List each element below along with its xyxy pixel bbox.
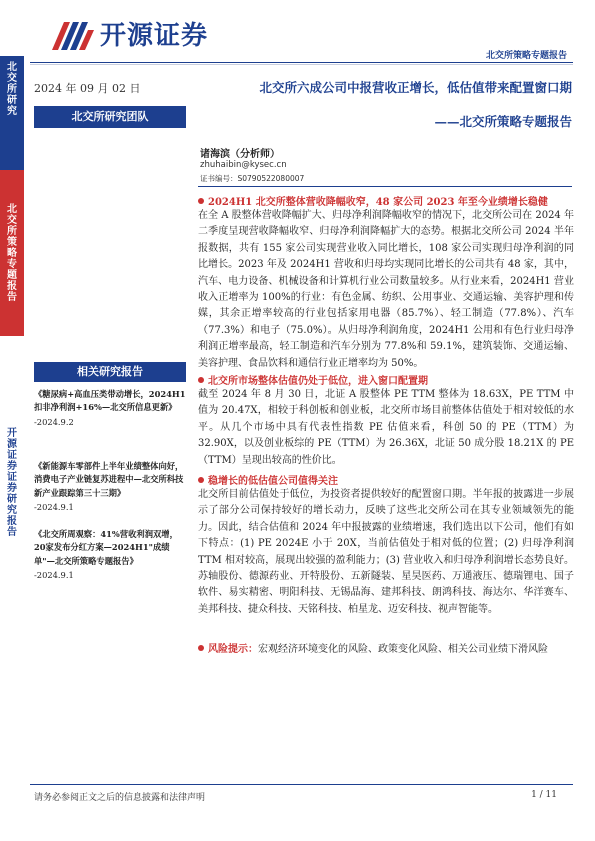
brand-logo-icon bbox=[50, 20, 96, 52]
related-reports-heading: 相关研究报告 bbox=[34, 362, 186, 382]
side-strip-red bbox=[0, 170, 24, 336]
report-title: 北交所六成公司中报营收正增长，低估值带来配置窗口期 bbox=[259, 80, 572, 95]
related-report-item[interactable] bbox=[34, 460, 189, 515]
section-heading: 北交所市场整体估值仍处于低位，进入窗口配置期 bbox=[198, 372, 574, 387]
section-body: 截至 2024 年 8 月 30 日，北证 A 股整体 PE TTM 整体为 18.63X，PE TTM 中值为 20.47X，相较于科创板和创业板，北交所市场目前整体估值处于相对较低的水平。从几个市场中具有代表性指数 PE 估值来看，科创 50 的 PE（TTM）为 32.90X，以及创业板综的 PE（TTM）为 26.36X，北证 50 成分股 18.21X 的 PE（TTM）呈现出较高的性价比。 bbox=[198, 389, 574, 466]
footer-disclaimer: 请务必参阅正文之后的信息披露和法律声明 bbox=[34, 793, 206, 803]
related-report-title[interactable]: 《糖尿病+高血压类带动增长，2024H1扣非净利润+16%—北交所信息更新》 bbox=[34, 389, 186, 413]
footer-divider bbox=[30, 784, 573, 785]
bullet-icon bbox=[198, 198, 204, 204]
side-strip-top bbox=[0, 56, 24, 170]
related-report-date: -2024.9.2 bbox=[34, 416, 74, 427]
author-divider bbox=[198, 186, 572, 187]
header-divider bbox=[30, 62, 573, 63]
related-report-item[interactable] bbox=[34, 528, 189, 583]
related-report-date: -2024.9.1 bbox=[34, 570, 74, 581]
bullet-icon bbox=[198, 377, 204, 383]
risk-warning: 风险提示：宏观经济环境变化的风险、政策变化风险、相关公司业绩下滑风险 bbox=[198, 640, 574, 655]
related-report-title[interactable]: 《北交所周观察：41%营收利润双增，20家发布分红方案—2024H1"成绩单"—北交所策略专题报告》 bbox=[34, 529, 178, 566]
side-label-bottom: 开源证券 证券研究报告 bbox=[7, 428, 17, 538]
author-name: 诸海滨（分析师） bbox=[200, 149, 280, 160]
related-report-date: -2024.9.1 bbox=[34, 502, 74, 513]
section-heading: 2024H1 北交所整体营收降幅收窄，48 家公司 2023 年至今业绩增长稳健 bbox=[198, 193, 574, 208]
author-cert: 证书编号：S0790522080007 bbox=[200, 174, 305, 183]
section-body: 北交所目前估值处于低位，为投资者提供较好的配置窗口期。半年报的披露进一步展示了部分公司保持较好的增长动力，反映了这些北交所公司在其专业领域领先的能力。因此，结合估值和 2024 年中报披露的业绩增速，我们选出以下公司，他们有如下特点：(1) PE 2024E 小于 20X，当前估值处于相对低的位置；(2) 归母净利润 TTM 相对较高，展现出较强的盈利能力；(3) 营业收入和归母净利润增长态势良好。苏轴股份、德源药业、开特股份、五新隧装、星昊医药、万通液压、德瑞锂电、国子软件、易实精密、明阳科技、无锡晶海、建邦科技、朗鸿科技、海达尔、华洋赛车、美邦科技、捷众科技、天铭科技、柏星龙、迈安科技、视声智能等。 bbox=[198, 489, 574, 615]
side-strip-bottom bbox=[0, 400, 24, 600]
related-report-title[interactable]: 《新能源车零部件上半年业绩整体向好，消费电子产业链复苏进程中—北交所科技新产业跟踪第三十三期》 bbox=[34, 461, 184, 498]
report-date: 2024 年 09 月 02 日 bbox=[34, 82, 141, 95]
report-subtitle: ——北交所策略专题报告 bbox=[434, 114, 572, 129]
section-body: 在全 A 股整体营收降幅扩大、归母净利润降幅收窄的情况下，北交所公司在 2024 年二季度呈现营收降幅收窄、归母净利润降幅扩大的态势。根据北交所公司 2024 半年报数据，共有 155 家公司实现营业收入同比增长，108 家公司实现归母净利润的同比增长。2023 年及 2024H1 营收和归母均实现同比增长的公司共有 48 家，其中，汽车、电力设备、机械设备和计算机行业公司数量较多。从行业来看，2024H1 营业收入正增率为 100%的行业：有色金属、纺织、公用事业、交通运输、美容护理和传媒，其余正增率较高的行业包括家用电器（85.7%）、轻工制造（77.8%）、汽车（77.3%）和电子（75.0%）。从归母净利润角度，2024H1 公用和有色行业归母净利润正增率最高，轻工制造和汽车分别为 77.8%和 59.1%，建筑装饰、交通运输、美容护理、食品饮料和通信行业正增率均为 50%。 bbox=[198, 210, 574, 369]
side-label-mid: 北交所策略专题报告 bbox=[7, 204, 17, 303]
page-number: 1 / 11 bbox=[531, 790, 557, 800]
author-email[interactable]: zhuhaibin@kysec.cn bbox=[200, 160, 287, 170]
report-series-label: 北交所策略专题报告 bbox=[485, 51, 567, 61]
header-divider-secondary bbox=[30, 64, 573, 65]
side-label-top: 北交所研究 bbox=[7, 62, 17, 117]
bullet-icon bbox=[198, 645, 204, 651]
related-report-item[interactable] bbox=[34, 388, 189, 429]
brand-name: 开源证券 bbox=[100, 21, 209, 51]
team-badge: 北交所研究团队 bbox=[34, 106, 186, 128]
bullet-icon bbox=[198, 477, 204, 483]
section-heading: 稳增长的低估值公司值得关注 bbox=[198, 472, 574, 487]
